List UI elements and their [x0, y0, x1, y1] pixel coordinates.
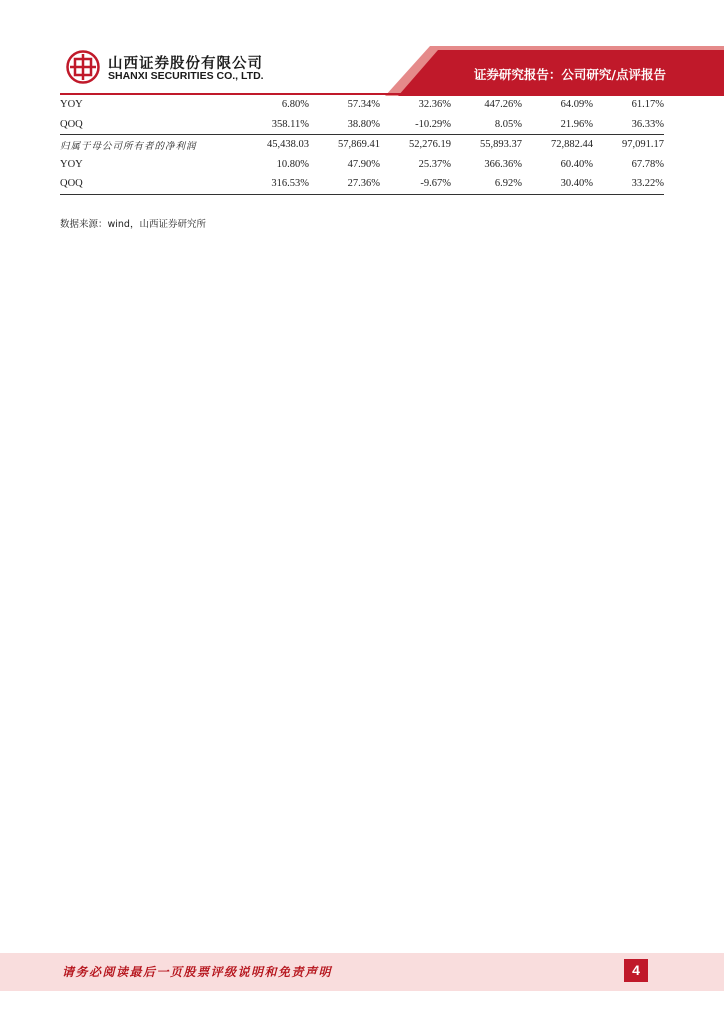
table-cell: 33.22%: [593, 174, 664, 194]
table-cell: 36.33%: [631, 118, 664, 130]
page-header: [0, 0, 724, 96]
table-cell: 366.36%: [484, 158, 522, 170]
table-cell: 97,091.17: [593, 135, 664, 155]
report-type-label: 证券研究报告：公司研究/点评报告: [473, 67, 666, 82]
shanxi-securities-logo-icon: [66, 50, 100, 84]
table-cell: 6.92%: [451, 174, 522, 194]
table-row: [60, 135, 664, 155]
table-cell: 6.80%: [281, 99, 309, 111]
table-cell: 38.80%: [347, 118, 380, 130]
table-cell: 45,438.03: [238, 135, 309, 155]
table-cell: 57,869.41: [309, 135, 380, 155]
table-cell: 27.36%: [309, 174, 380, 194]
data-source-note: 数据来源：wind，山西证券研究所: [60, 219, 206, 230]
table-cell: 52,276.19: [380, 135, 451, 155]
table-row: [60, 174, 664, 194]
table-cell: 316.53%: [238, 174, 309, 194]
row-label: QOQ: [60, 118, 83, 130]
table-cell: 57.34%: [347, 99, 380, 111]
row-label: YOY: [60, 158, 83, 170]
company-name-en: SHANXI SECURITIES CO., LTD.: [108, 70, 264, 82]
table-cell: 21.96%: [560, 118, 593, 130]
row-label: 归属于母公司所有者的净利润: [60, 135, 238, 155]
table-cell: 25.37%: [418, 158, 451, 170]
table-cell: 55,893.37: [451, 135, 522, 155]
table-cell: -10.29%: [415, 118, 451, 130]
table-cell: 30.40%: [522, 174, 593, 194]
table-cell: -9.67%: [380, 174, 451, 194]
table-row: [60, 155, 664, 175]
table-cell: 10.80%: [276, 158, 309, 170]
table-cell: 47.90%: [347, 158, 380, 170]
table-row: [60, 115, 664, 135]
table-cell: 8.05%: [494, 118, 522, 130]
table-row: [60, 95, 664, 115]
table-cell: 72,882.44: [522, 135, 593, 155]
financial-data-table: [60, 95, 664, 195]
table-cell: 358.11%: [271, 118, 309, 130]
page-number-badge: 4: [624, 959, 648, 982]
table-cell: 67.78%: [631, 158, 664, 170]
table-cell: 64.09%: [560, 99, 593, 111]
row-label: YOY: [60, 99, 83, 111]
disclaimer-text: 请务必阅读最后一页股票评级说明和免责声明: [62, 965, 333, 979]
row-label: QOQ: [60, 174, 238, 194]
company-name-cn: 山西证券股份有限公司: [108, 56, 263, 72]
table-cell: 447.26%: [484, 99, 522, 111]
table-cell: 61.17%: [631, 99, 664, 111]
table-cell: 32.36%: [418, 99, 451, 111]
table-cell: 60.40%: [560, 158, 593, 170]
